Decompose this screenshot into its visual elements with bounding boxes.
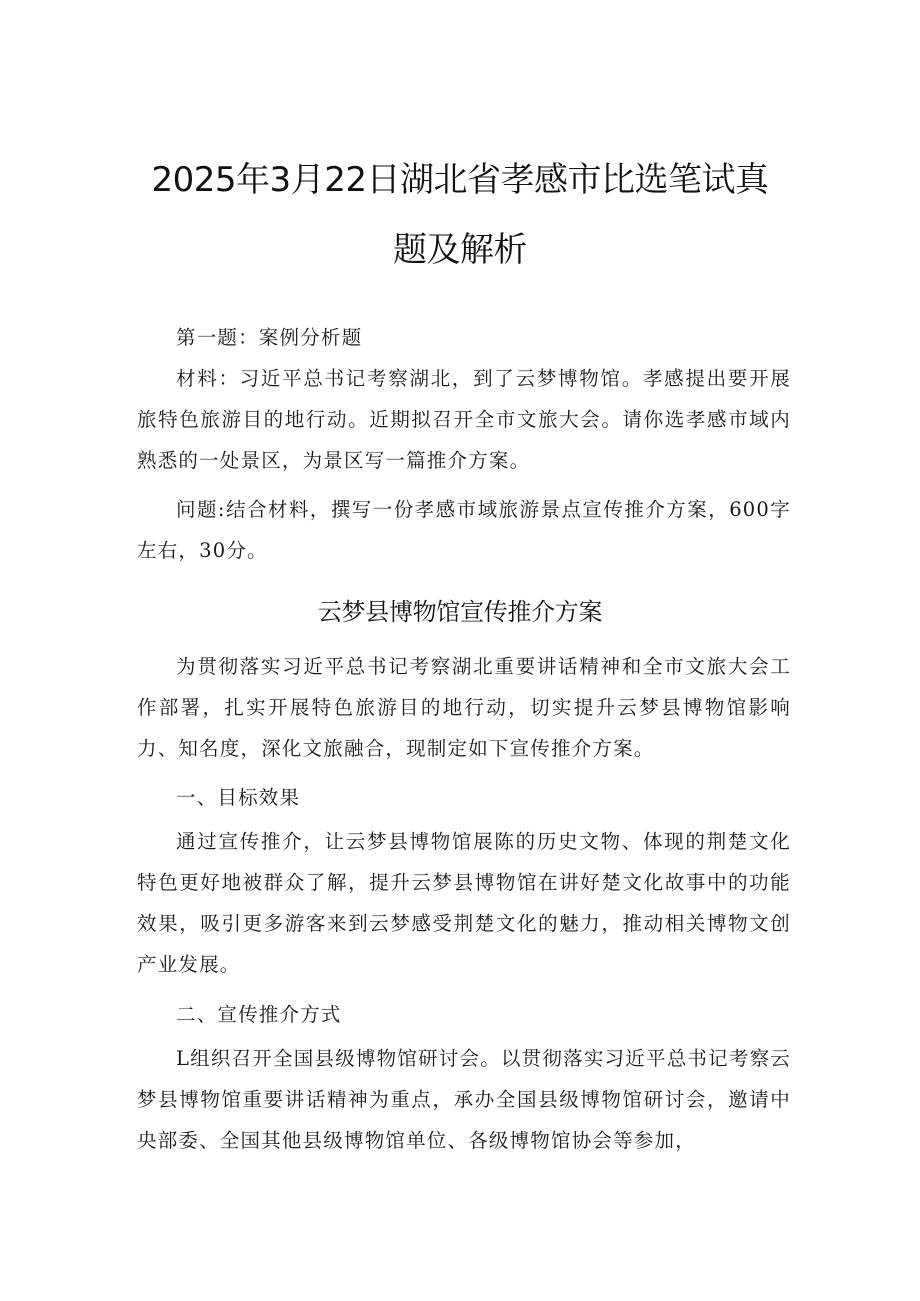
section2-item1: L组织召开全国县级博物馆研讨会。以贯彻落实习近平总书记考察云梦县博物馆重要讲话精神为重点，承办全国县级博物馆研讨会，邀请中央部委、全国其他县级博物馆单位、各级博物馆协会等参加， [137, 1047, 791, 1152]
section2-heading: 二、宣传推介方式 [176, 1003, 342, 1026]
question-heading: 第一题：案例分析题 [176, 326, 363, 349]
document-title-line2: 题及解析 [393, 230, 527, 270]
plan-title: 云梦县博物馆宣传推介方案 [317, 598, 603, 626]
intro-paragraph: 为贯彻落实习近平总书记考察湖北重要讲话精神和全市文旅大会工作部署，扎实开展特色旅游目的地行动，切实提升云梦县博物馆影响力、知名度，深化文旅融合，现制定如下宣传推介方案。 [137, 655, 791, 760]
section1-body: 通过宣传推介，让云梦县博物馆展陈的历史文物、体现的荆楚文化特色更好地被群众了解，提升云梦县博物馆在讲好楚文化故事中的功能效果，吸引更多游客来到云梦感受荆楚文化的魅力，推动相关博物文创产业发展。 [137, 830, 791, 976]
document-title-line1: 2025年3月22日湖北省孝感市比选笔试真 [151, 160, 769, 200]
section1-heading: 一、目标效果 [176, 786, 301, 809]
question-paragraph: 问题:结合材料，撰写一份孝感市域旅游景点宣传推介方案，600字左右，30分。 [137, 498, 791, 562]
material-paragraph: 材料：习近平总书记考察湖北，到了云梦博物馆。孝感提出要开展旅特色旅游目的地行动。近期拟召开全市文旅大会。请你选孝感市域内熟悉的一处景区，为景区写一篇推介方案。 [137, 367, 791, 472]
